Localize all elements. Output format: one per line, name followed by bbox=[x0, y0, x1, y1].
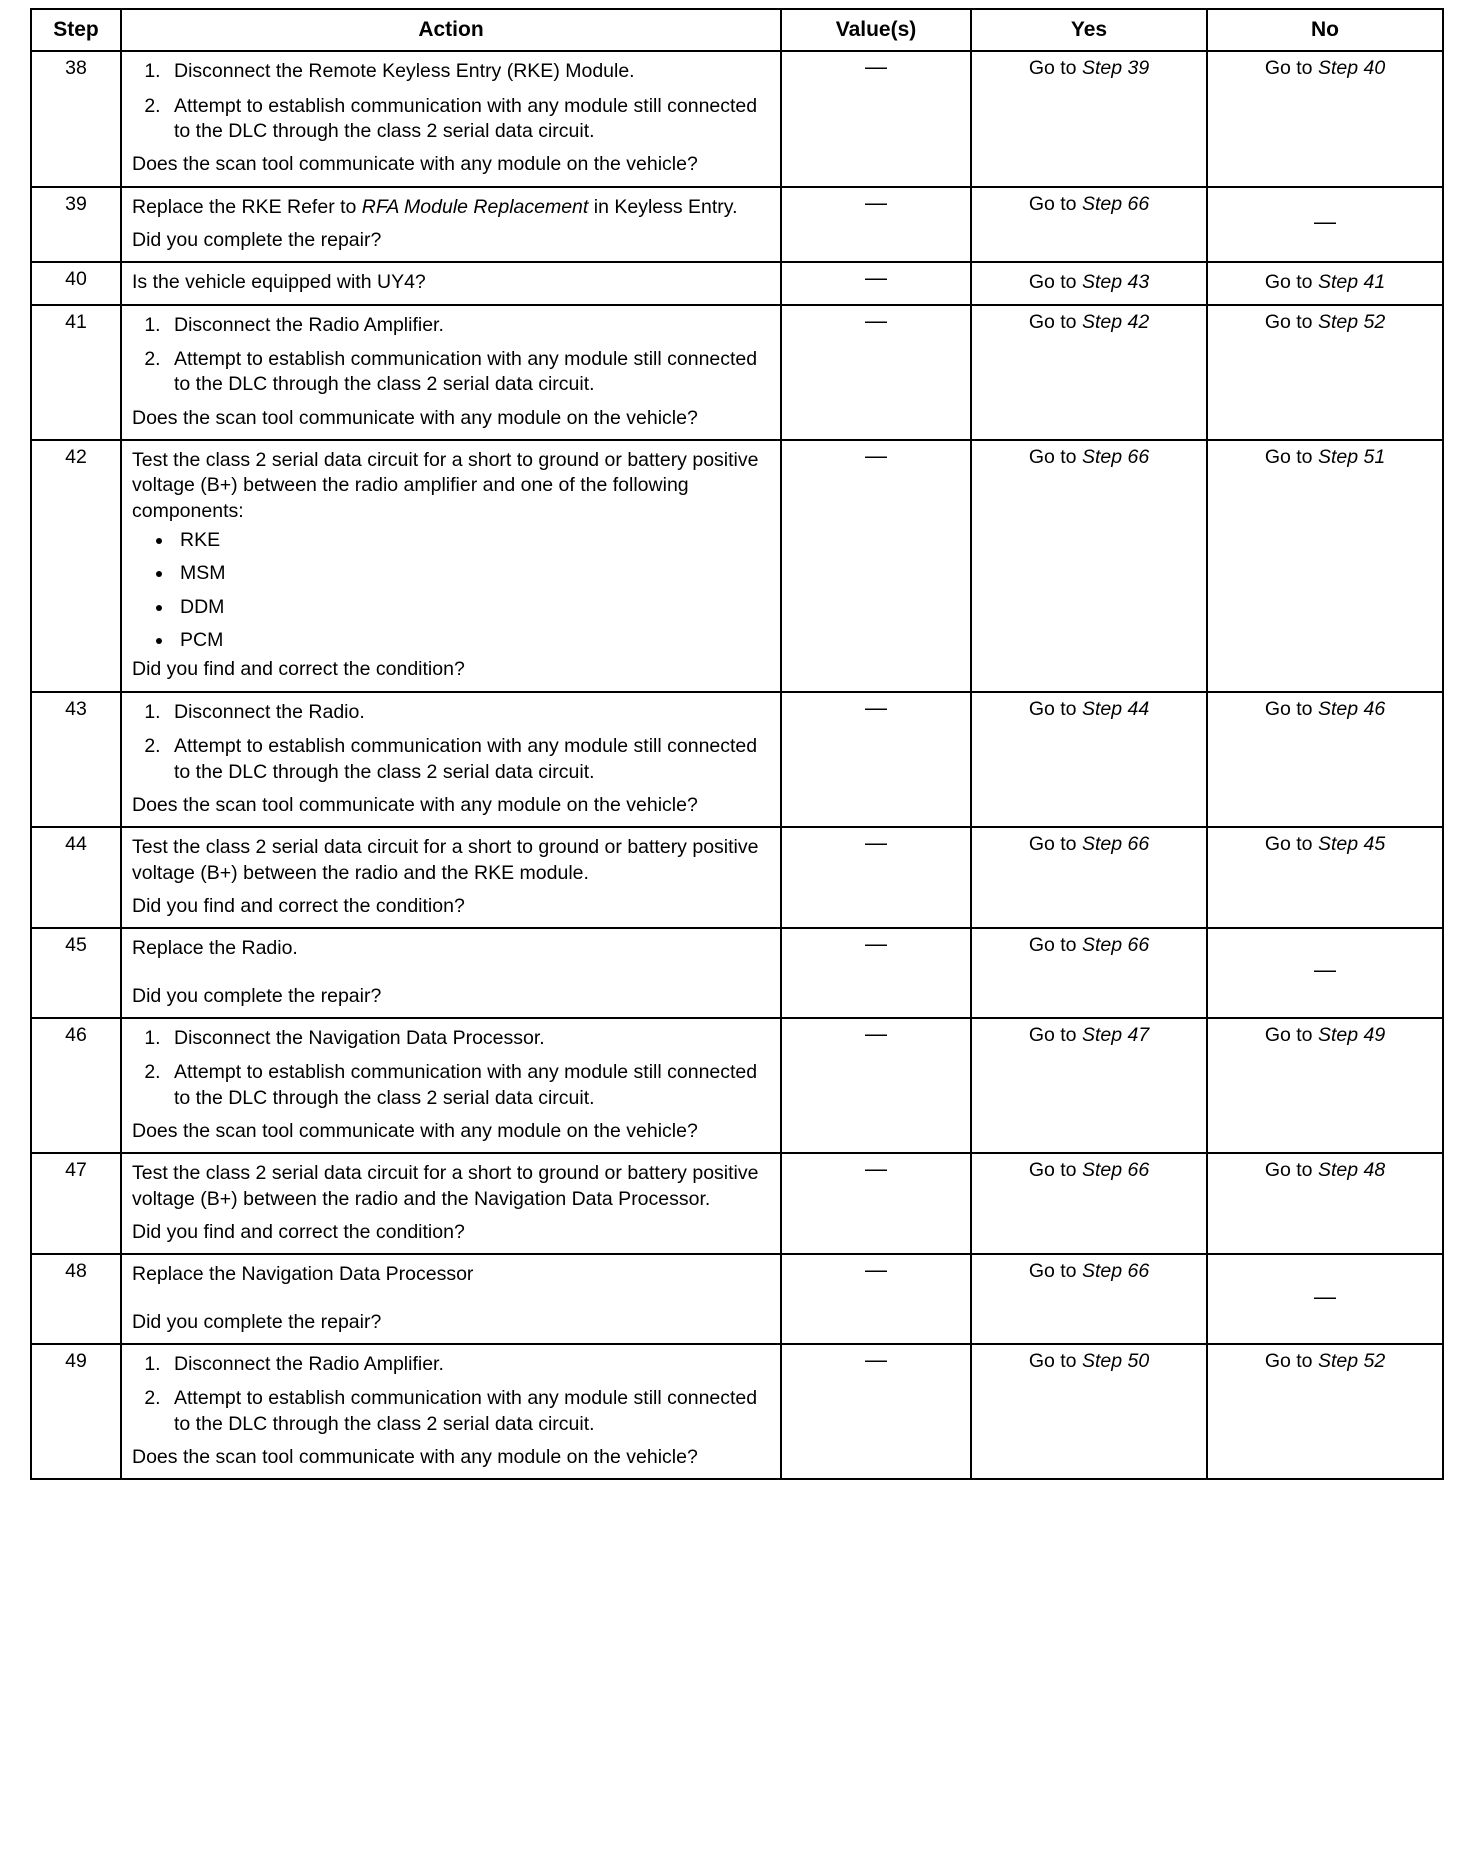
action-bullet-list bbox=[132, 528, 772, 653]
step-no: Go to Step 49 bbox=[1207, 1018, 1443, 1153]
step-yes: Go to Step 66 bbox=[971, 1153, 1207, 1254]
column-header-step: Step bbox=[31, 9, 121, 51]
step-no: Go to Step 52 bbox=[1207, 305, 1443, 440]
step-number: 42 bbox=[31, 440, 121, 692]
action-numbered-list bbox=[132, 1352, 772, 1437]
step-action bbox=[121, 1344, 781, 1479]
step-yes: Go to Step 66 bbox=[971, 827, 1207, 928]
action-question: Does the scan tool communicate with any module on the vehicle? bbox=[132, 406, 698, 429]
step-number: 46 bbox=[31, 1018, 121, 1153]
step-value: — bbox=[781, 1254, 971, 1344]
list-item: • PCM bbox=[174, 628, 772, 653]
step-action bbox=[121, 1254, 781, 1344]
list-item: 1. Disconnect the Radio. bbox=[166, 700, 772, 725]
step-action bbox=[121, 827, 781, 928]
step-value: — bbox=[781, 440, 971, 692]
table-row bbox=[31, 305, 1443, 440]
step-value: — bbox=[781, 187, 971, 263]
step-value: — bbox=[781, 51, 971, 186]
table-row bbox=[31, 1153, 1443, 1254]
step-no: — bbox=[1207, 928, 1443, 1018]
action-question: Did you complete the repair? bbox=[132, 229, 382, 252]
step-number: 43 bbox=[31, 692, 121, 827]
table-row bbox=[31, 187, 1443, 263]
step-value: — bbox=[781, 1344, 971, 1479]
step-value: — bbox=[781, 1018, 971, 1153]
table-header-row bbox=[31, 9, 1443, 51]
diagnostic-steps-table bbox=[30, 8, 1444, 1480]
step-no: — bbox=[1207, 1254, 1443, 1344]
action-lead: Replace the RKE Refer to RFA Module Replacement in Keyless Entry. bbox=[132, 195, 738, 218]
step-number: 49 bbox=[31, 1344, 121, 1479]
action-question: Did you find and correct the condition? bbox=[132, 894, 465, 917]
step-value: — bbox=[781, 262, 971, 304]
table-row bbox=[31, 1344, 1443, 1479]
table-row bbox=[31, 827, 1443, 928]
table-row bbox=[31, 928, 1443, 1018]
action-question: Does the scan tool communicate with any module on the vehicle? bbox=[132, 1119, 698, 1142]
action-question: Did you find and correct the condition? bbox=[132, 1220, 465, 1243]
list-item: • MSM bbox=[174, 561, 772, 586]
step-number: 38 bbox=[31, 51, 121, 186]
step-value: — bbox=[781, 305, 971, 440]
action-numbered-list bbox=[132, 1026, 772, 1111]
step-value: — bbox=[781, 1153, 971, 1254]
column-header-values: Value(s) bbox=[781, 9, 971, 51]
step-action bbox=[121, 1153, 781, 1254]
action-numbered-list bbox=[132, 313, 772, 398]
step-action bbox=[121, 305, 781, 440]
step-action bbox=[121, 692, 781, 827]
step-yes: Go to Step 44 bbox=[971, 692, 1207, 827]
list-item: 1. Disconnect the Radio Amplifier. bbox=[166, 1352, 772, 1377]
action-question: Is the vehicle equipped with UY4? bbox=[132, 271, 426, 294]
column-header-no: No bbox=[1207, 9, 1443, 51]
step-number: 44 bbox=[31, 827, 121, 928]
action-numbered-list bbox=[132, 59, 772, 144]
list-item: 2. Attempt to establish communication with any module still connected to the DLC through the class 2 serial data circuit. bbox=[166, 94, 772, 145]
list-item: • DDM bbox=[174, 595, 772, 620]
list-item: 2. Attempt to establish communication with any module still connected to the DLC through the class 2 serial data circuit. bbox=[166, 1060, 772, 1111]
table-row bbox=[31, 262, 1443, 304]
step-number: 48 bbox=[31, 1254, 121, 1344]
column-header-action: Action bbox=[121, 9, 781, 51]
step-value: — bbox=[781, 692, 971, 827]
step-value: — bbox=[781, 827, 971, 928]
step-no: — bbox=[1207, 187, 1443, 263]
step-yes: Go to Step 39 bbox=[971, 51, 1207, 186]
step-no: Go to Step 40 bbox=[1207, 51, 1443, 186]
table-row bbox=[31, 1254, 1443, 1344]
step-no: Go to Step 48 bbox=[1207, 1153, 1443, 1254]
step-action bbox=[121, 187, 781, 263]
table-row bbox=[31, 440, 1443, 692]
action-lead: Test the class 2 serial data circuit for a short to ground or battery positive voltage (B+) between the radio amplifier and one of the following components: bbox=[132, 449, 759, 522]
step-value: — bbox=[781, 928, 971, 1018]
table-body bbox=[31, 51, 1443, 1479]
action-lead: Test the class 2 serial data circuit for a short to ground or battery positive voltage (B+) between the radio and the Navigation Data Processor. bbox=[132, 1162, 759, 1210]
list-item: 1. Disconnect the Remote Keyless Entry (RKE) Module. bbox=[166, 59, 772, 84]
step-no: Go to Step 52 bbox=[1207, 1344, 1443, 1479]
step-number: 45 bbox=[31, 928, 121, 1018]
action-question: Does the scan tool communicate with any module on the vehicle? bbox=[132, 153, 698, 176]
action-numbered-list bbox=[132, 700, 772, 785]
step-yes: Go to Step 50 bbox=[971, 1344, 1207, 1479]
list-item: • RKE bbox=[174, 528, 772, 553]
step-no: Go to Step 51 bbox=[1207, 440, 1443, 692]
list-item: 2. Attempt to establish communication with any module still connected to the DLC through the class 2 serial data circuit. bbox=[166, 1386, 772, 1437]
step-yes: Go to Step 47 bbox=[971, 1018, 1207, 1153]
action-question: Does the scan tool communicate with any module on the vehicle? bbox=[132, 1446, 698, 1469]
step-yes: Go to Step 66 bbox=[971, 440, 1207, 692]
action-lead: Test the class 2 serial data circuit for a short to ground or battery positive voltage (B+) between the radio and the RKE module. bbox=[132, 836, 759, 884]
table-row bbox=[31, 1018, 1443, 1153]
step-yes: Go to Step 66 bbox=[971, 928, 1207, 1018]
step-yes: Go to Step 66 bbox=[971, 1254, 1207, 1344]
action-question: Does the scan tool communicate with any module on the vehicle? bbox=[132, 793, 698, 816]
action-question: Did you complete the repair? bbox=[132, 1310, 382, 1333]
table-row bbox=[31, 51, 1443, 186]
step-number: 47 bbox=[31, 1153, 121, 1254]
step-no: Go to Step 46 bbox=[1207, 692, 1443, 827]
step-action bbox=[121, 440, 781, 692]
action-question: Did you find and correct the condition? bbox=[132, 658, 465, 681]
step-action bbox=[121, 928, 781, 1018]
step-yes: Go to Step 66 bbox=[971, 187, 1207, 263]
step-action bbox=[121, 51, 781, 186]
step-action bbox=[121, 1018, 781, 1153]
action-lead: Replace the Navigation Data Processor bbox=[132, 1263, 474, 1286]
list-item: 2. Attempt to establish communication with any module still connected to the DLC through the class 2 serial data circuit. bbox=[166, 347, 772, 398]
step-number: 40 bbox=[31, 262, 121, 304]
step-no: Go to Step 41 bbox=[1207, 262, 1443, 304]
list-item: 1. Disconnect the Radio Amplifier. bbox=[166, 313, 772, 338]
step-number: 39 bbox=[31, 187, 121, 263]
list-item: 1. Disconnect the Navigation Data Processor. bbox=[166, 1026, 772, 1051]
step-no: Go to Step 45 bbox=[1207, 827, 1443, 928]
table-row bbox=[31, 692, 1443, 827]
column-header-yes: Yes bbox=[971, 9, 1207, 51]
step-number: 41 bbox=[31, 305, 121, 440]
step-yes: Go to Step 43 bbox=[971, 262, 1207, 304]
step-action bbox=[121, 262, 781, 304]
list-item: 2. Attempt to establish communication with any module still connected to the DLC through the class 2 serial data circuit. bbox=[166, 734, 772, 785]
action-lead: Replace the Radio. bbox=[132, 937, 298, 960]
step-yes: Go to Step 42 bbox=[971, 305, 1207, 440]
action-question: Did you complete the repair? bbox=[132, 984, 382, 1007]
